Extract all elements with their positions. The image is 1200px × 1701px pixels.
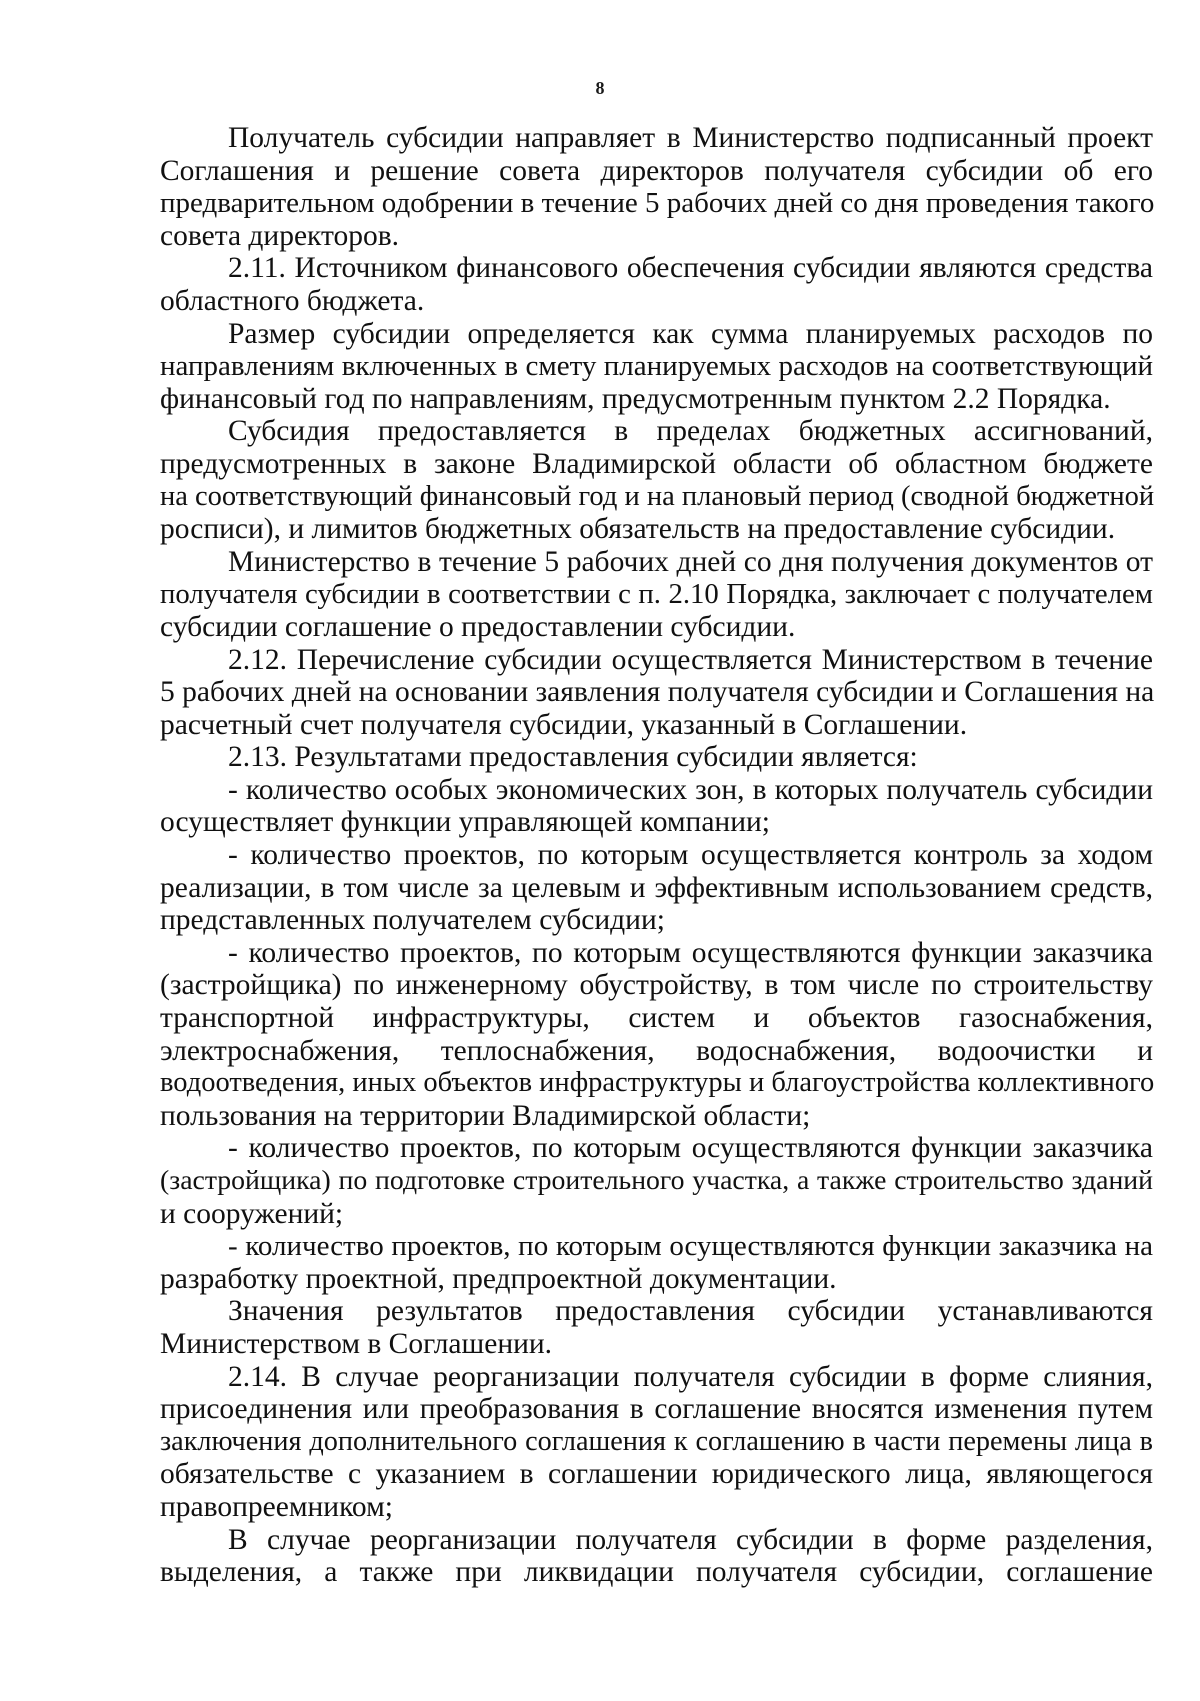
text-line: - количество проектов, по которым осуществляется контроль за ходом bbox=[228, 839, 1153, 872]
text-line: Соглашения и решение совета директоров получателя субсидии об его bbox=[160, 154, 1153, 187]
text-line: водоотведения, иных объектов инфраструктуры и благоустройства коллективного bbox=[160, 1067, 1155, 1099]
text-line: Министерством в Соглашении. bbox=[160, 1327, 553, 1360]
text-line: получателя субсидии в соответствии с п. 2.10 Порядка, заключает с получателем bbox=[160, 578, 1153, 611]
text-line: транспортной инфраструктуры, систем и объектов газоснабжения, bbox=[160, 1002, 1153, 1035]
text-line: заключения дополнительного соглашения к соглашению в части перемены лица в bbox=[160, 1425, 1153, 1457]
text-line: совета директоров. bbox=[160, 219, 400, 252]
text-line: (застройщика) по подготовке строительного участка, а также строительство зданий bbox=[160, 1165, 1153, 1196]
text-line: пользования на территории Владимирской области; bbox=[160, 1099, 811, 1132]
body-text bbox=[160, 122, 1153, 1589]
text-line: разработку проектной, предпроектной документации. bbox=[160, 1262, 837, 1295]
text-line: субсидии соглашение о предоставлении субсидии. bbox=[160, 610, 796, 643]
text-line: финансовый год по направлениям, предусмотренным пунктом 2.2 Порядка. bbox=[160, 382, 1111, 415]
text-line: выделения, а также при ликвидации получателя субсидии, соглашение bbox=[160, 1556, 1153, 1589]
text-line: осуществляет функции управляющей компании; bbox=[160, 806, 770, 839]
text-line: Министерство в течение 5 рабочих дней со дня получения документов от bbox=[228, 545, 1153, 578]
text-line: Получатель субсидии направляет в Министерство подписанный проект bbox=[228, 122, 1153, 154]
text-line: обязательстве с указанием в соглашении юридического лица, являющегося bbox=[160, 1458, 1153, 1491]
text-line: 2.12. Перечисление субсидии осуществляется Министерством в течение bbox=[228, 643, 1153, 676]
text-line: направлениям включенных в смету планируемых расходов на соответствующий bbox=[160, 350, 1153, 383]
text-line: В случае реорганизации получателя субсидии в форме разделения, bbox=[228, 1523, 1153, 1556]
text-line: предварительном одобрении в течение 5 рабочих дней со дня проведения такого bbox=[160, 187, 1155, 220]
text-line: расчетный счет получателя субсидии, указанный в Соглашении. bbox=[160, 708, 968, 741]
text-line: росписи), и лимитов бюджетных обязательств на предоставление субсидии. bbox=[160, 513, 1116, 546]
text-line: Значения результатов предоставления субсидии устанавливаются bbox=[228, 1295, 1153, 1328]
text-line: правопреемником; bbox=[160, 1490, 393, 1523]
text-line: - количество проектов, по которым осуществляются функции заказчика bbox=[228, 1132, 1153, 1165]
text-line: Субсидия предоставляется в пределах бюджетных ассигнований, bbox=[228, 415, 1153, 448]
text-line: 2.14. В случае реорганизации получателя субсидии в форме слияния, bbox=[228, 1360, 1153, 1393]
text-line: 2.11. Источником финансового обеспечения субсидии являются средства bbox=[228, 252, 1153, 285]
text-line: (застройщика) по инженерному обустройству, в том числе по строительству bbox=[160, 969, 1153, 1002]
text-line: - количество особых экономических зон, в которых получатель субсидии bbox=[228, 773, 1153, 806]
text-line: - количество проектов, по которым осуществляются функции заказчика bbox=[228, 936, 1153, 969]
text-line: предусмотренных в законе Владимирской области об областном бюджете bbox=[160, 447, 1153, 480]
text-line: областного бюджета. bbox=[160, 284, 425, 317]
text-line: 2.13. Результатами предоставления субсидии является: bbox=[228, 741, 918, 774]
text-line: 5 рабочих дней на основании заявления получателя субсидии и Соглашения на bbox=[160, 676, 1155, 709]
text-line: Размер субсидии определяется как сумма планируемых расходов по bbox=[228, 317, 1153, 350]
page-number: 8 bbox=[595, 78, 605, 98]
text-line: - количество проектов, по которым осуществляются функции заказчика на bbox=[228, 1230, 1153, 1263]
text-line: присоединения или преобразования в соглашение вносятся изменения путем bbox=[160, 1393, 1153, 1426]
text-line: представленных получателем субсидии; bbox=[160, 904, 665, 937]
text-line: на соответствующий финансовый год и на плановый период (сводной бюджетной bbox=[160, 480, 1155, 512]
text-line: реализации, в том числе за целевым и эффективным использованием средств, bbox=[160, 871, 1153, 904]
text-line: электроснабжения, теплоснабжения, водоснабжения, водоочистки и bbox=[160, 1034, 1153, 1067]
text-line: и сооружений; bbox=[160, 1197, 344, 1230]
